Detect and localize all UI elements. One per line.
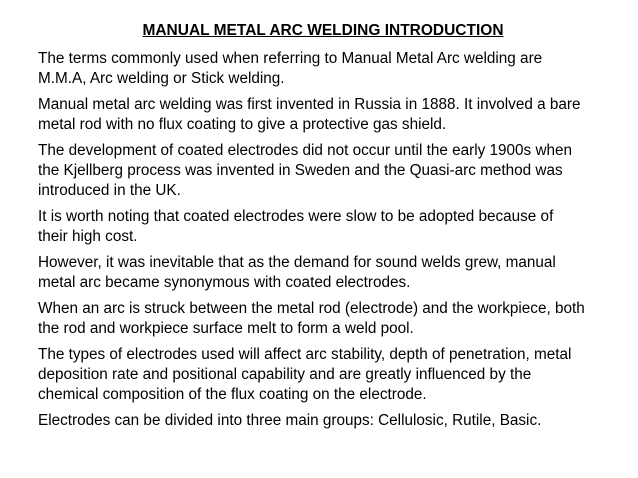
paragraph-line: introduced in the UK.	[38, 182, 181, 199]
paragraph-line: their high cost.	[38, 228, 138, 245]
paragraph-line: the Kjellberg process was invented in Sweden and the Quasi-arc method was	[38, 162, 563, 179]
paragraph-line: However, it was inevitable that as the demand for sound welds grew, manual	[38, 254, 556, 271]
paragraph-line: The types of electrodes used will affect arc stability, depth of penetration, metal	[38, 346, 572, 363]
paragraph-line: When an arc is struck between the metal rod (electrode) and the workpiece, both	[38, 300, 585, 317]
paragraph-arc-process	[38, 299, 608, 339]
paragraph-line: The terms commonly used when referring to Manual Metal Arc welding are	[38, 50, 543, 67]
paragraph-line: It is worth noting that coated electrodes were slow to be adopted because of	[38, 208, 554, 225]
paragraph-line: metal arc became synonymous with coated electrodes.	[38, 274, 411, 291]
paragraph-line: the rod and workpiece surface melt to form a weld pool.	[38, 320, 414, 337]
paragraph-cost	[38, 207, 608, 247]
paragraph-line: Electrodes can be divided into three main groups: Cellulosic, Rutile, Basic.	[38, 412, 542, 429]
paragraph-terms	[38, 49, 608, 89]
paragraph-history	[38, 95, 608, 135]
paragraph-line: Manual metal arc welding was first invented in Russia in 1888. It involved a bare	[38, 96, 581, 113]
paragraph-line: chemical composition of the flux coating on the electrode.	[38, 386, 427, 403]
page-title: MANUAL METAL ARC WELDING INTRODUCTION	[142, 22, 504, 39]
paragraph-electrode-types	[38, 345, 608, 405]
paragraph-line: metal rod with no flux coating to give a protective gas shield.	[38, 116, 447, 133]
paragraph-development	[38, 141, 608, 201]
paragraph-line: M.M.A, Arc welding or Stick welding.	[38, 70, 285, 87]
paragraph-groups	[38, 411, 608, 431]
paragraph-line: The development of coated electrodes did not occur until the early 1900s when	[38, 142, 573, 159]
paragraph-line: deposition rate and positional capability and are greatly influenced by the	[38, 366, 532, 383]
paragraph-adoption	[38, 253, 608, 293]
